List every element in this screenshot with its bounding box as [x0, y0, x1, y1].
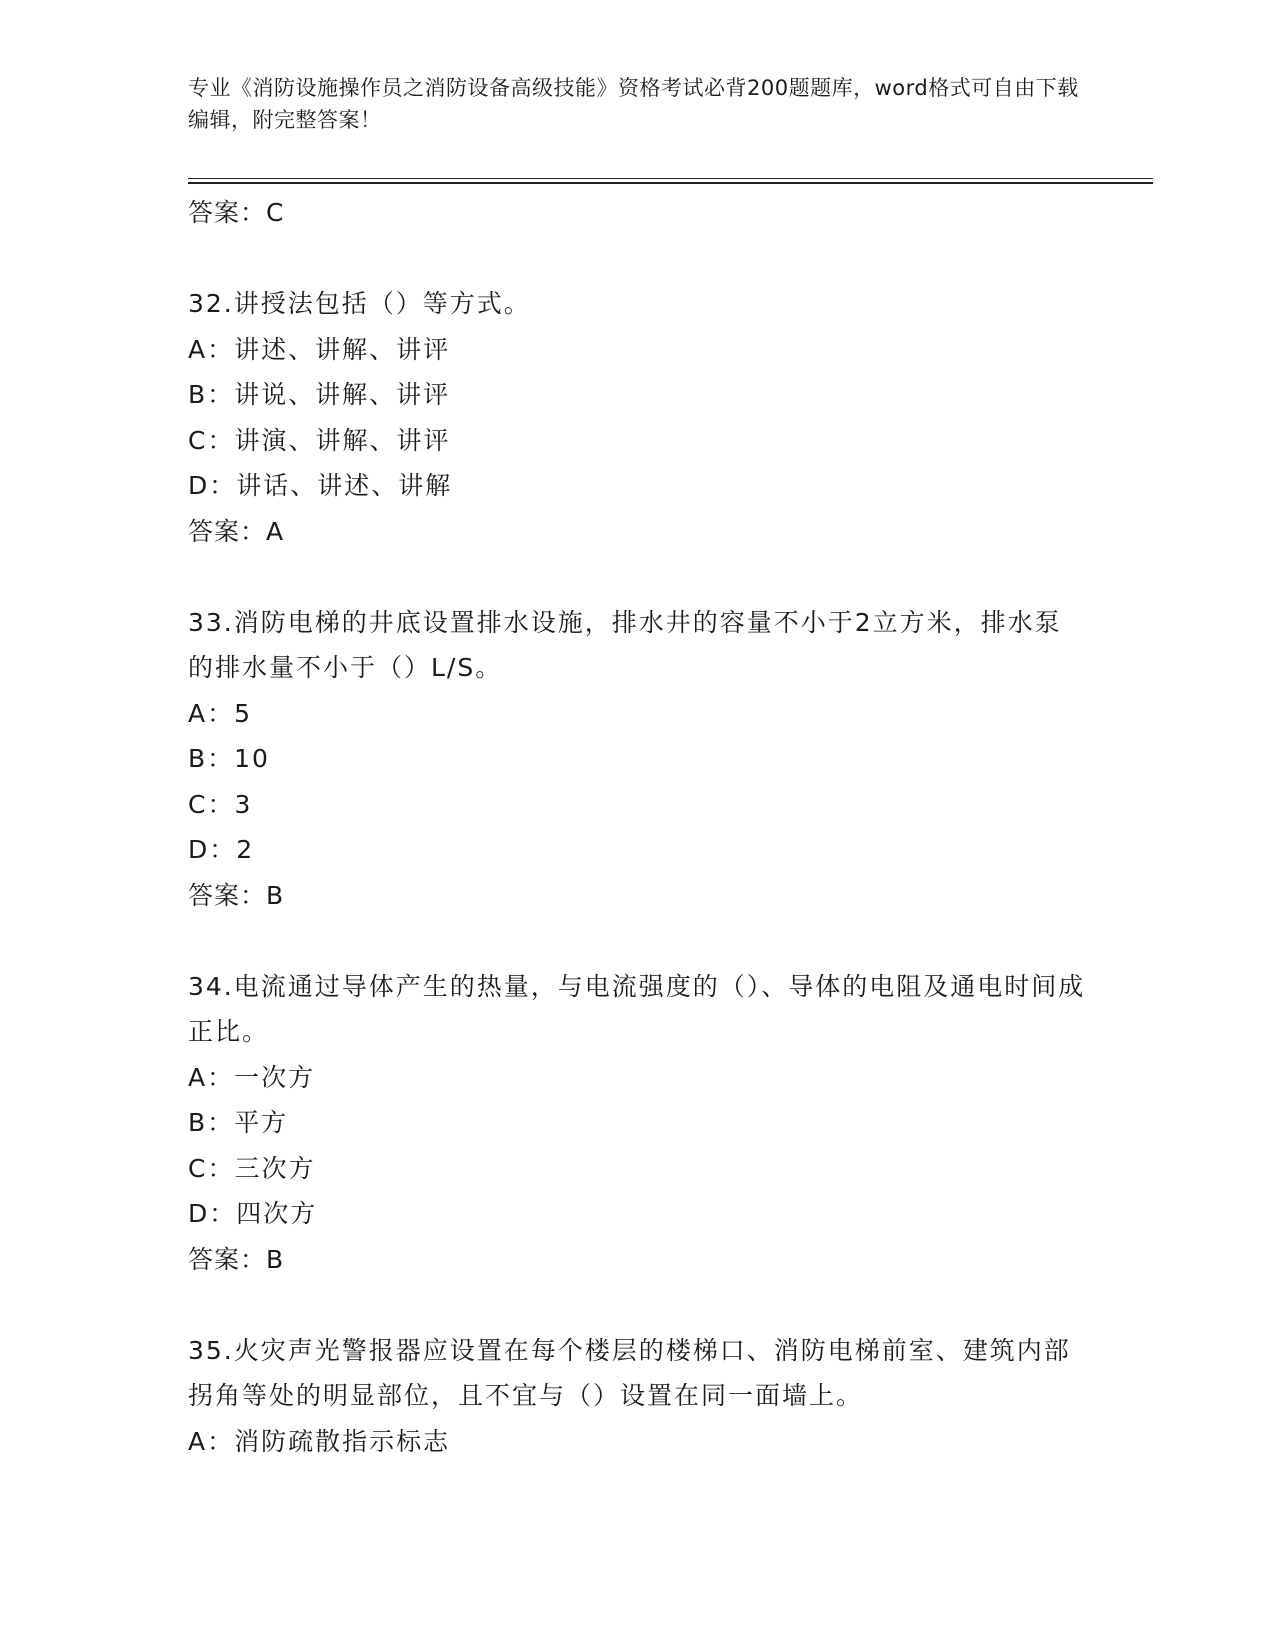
option-a: A：讲述、讲解、讲评 — [188, 334, 451, 364]
question-stem: 34.电流通过导体产生的热量，与电流强度的（）、导体的电阻及通电时间成正比。 — [188, 971, 1086, 1046]
option-a: A：消防疏散指示标志 — [188, 1426, 451, 1456]
header-rule-thick — [188, 182, 1153, 184]
answer-line: 答案：B — [188, 1244, 285, 1274]
option-a: A：5 — [188, 698, 253, 728]
option-c: C：3 — [188, 789, 253, 819]
option-a: A：一次方 — [188, 1062, 316, 1092]
question-block — [188, 1328, 1088, 1465]
header-rule — [188, 178, 1153, 179]
question-list — [188, 190, 1088, 1464]
question-stem: 35.火灾声光警报器应设置在每个楼层的楼梯口、消防电梯前室、建筑内部拐角等处的明显部位，且不宜与（）设置在同一面墙上。 — [188, 1335, 1071, 1410]
option-b: B：讲说、讲解、讲评 — [188, 380, 451, 409]
question-stem: 32.讲授法包括（）等方式。 — [188, 289, 531, 318]
question-stem: 33.消防电梯的井底设置排水设施，排水井的容量不小于2立方米，排水泵的排水量不小于（）L/S。 — [188, 607, 1062, 682]
option-b: B：10 — [188, 744, 270, 773]
option-d: D：讲话、讲述、讲解 — [188, 471, 453, 500]
option-c: C：三次方 — [188, 1153, 316, 1183]
option-d: D：2 — [188, 835, 255, 864]
page-header: 专业《消防设施操作员之消防设备高级技能》资格考试必背200题题库，word格式可自由下载编辑，附完整答案！ — [188, 76, 1079, 132]
option-c: C：讲演、讲解、讲评 — [188, 425, 451, 455]
answer-line: 答案：B — [188, 880, 285, 910]
question-block — [188, 281, 1088, 554]
option-d: D：四次方 — [188, 1199, 318, 1228]
option-b: B：平方 — [188, 1108, 289, 1137]
question-block — [188, 600, 1088, 919]
answer-line: 答案：A — [188, 516, 285, 546]
question-block — [188, 964, 1088, 1283]
answer-line: 答案：C — [188, 198, 285, 227]
